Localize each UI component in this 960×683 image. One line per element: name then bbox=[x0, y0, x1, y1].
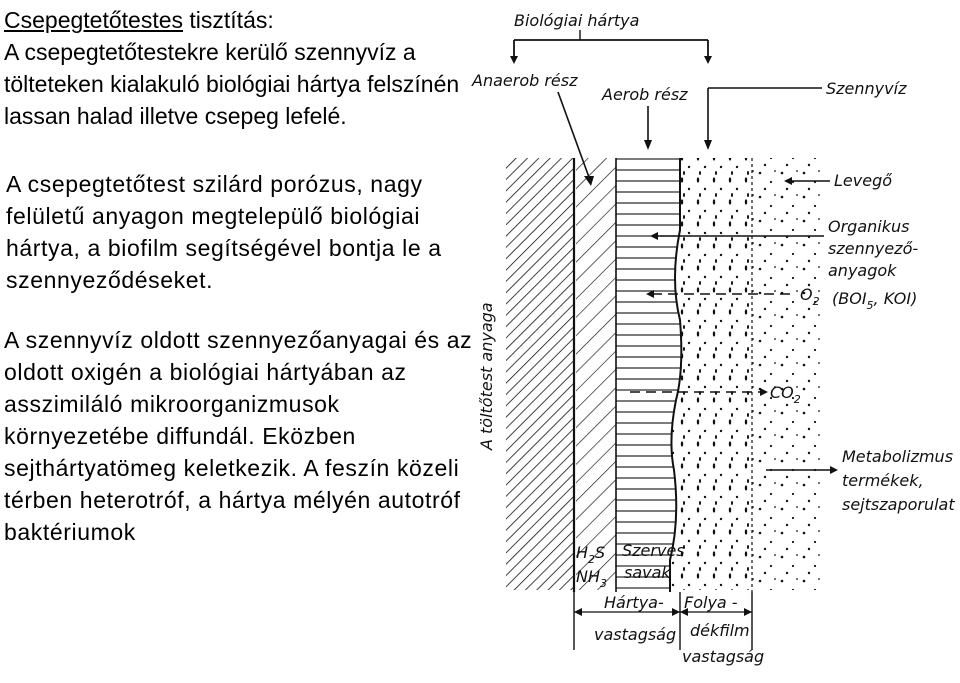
label-h2s: $H_2S$ bbox=[576, 543, 606, 566]
label-hartya-2: vastagság bbox=[594, 625, 677, 644]
label-organikus-3: anyagok bbox=[828, 261, 897, 280]
paragraph-3: A szennyvíz oldott szennyezőanyagai és az oldott oxigén a biológiai hártyában az asszimiláló mikroorganizmusok környezetébe diffundál. Eközben sejthártyatömeg keletkezik. A feszín közeli térben heterotróf, a hártya mélyén autotróf baktériumok bbox=[4, 327, 473, 545]
label-levego: Levegő bbox=[834, 171, 893, 190]
title-rest: tisztítás: bbox=[183, 7, 274, 33]
label-hartya-1: Hártya- bbox=[604, 593, 664, 612]
biofilm-diagram bbox=[470, 0, 960, 683]
label-metab-1: Metabolizmus bbox=[842, 447, 954, 466]
label-szerves-1: Szerves bbox=[622, 541, 685, 560]
label-toltotest: A töltőtest anyaga bbox=[477, 302, 496, 450]
label-szerves-2: savak bbox=[624, 563, 671, 582]
title-underlined: Csepegtetőtestes bbox=[4, 7, 184, 33]
label-folya-2: dékfilm bbox=[690, 621, 750, 640]
layer-aerobic bbox=[616, 158, 681, 590]
layer-liquid-film bbox=[670, 158, 752, 590]
layer-filter-medium bbox=[506, 158, 574, 590]
layer-air bbox=[752, 158, 822, 590]
description-text bbox=[4, 4, 474, 548]
label-aerob: Aerob rész bbox=[602, 85, 688, 104]
paragraph-1: A csepegtetőtestekre kerülő szennyvíz a tölteteken kialakuló biológiai hártya felszínén lassan halad illetve csepeg lefelé. bbox=[4, 39, 460, 129]
label-anaerob: Anaerob rész bbox=[472, 71, 578, 90]
label-organikus-2: szennyező- bbox=[828, 239, 919, 258]
label-biologiai-hartya: Biológiai hártya bbox=[514, 11, 640, 30]
label-nh3: $NH_3$ bbox=[576, 567, 607, 590]
label-metab-3: sejtszaporulat bbox=[842, 495, 955, 514]
label-folya-1: Folya - bbox=[684, 593, 738, 612]
layer-anaerobic bbox=[576, 158, 616, 590]
label-co2: $CO_2$ bbox=[770, 383, 801, 406]
paragraph-2: A csepegtetőtest szilárd porózus, nagy felületű anyagon megtelepülő biológiai hártya, a biofilm segítségével bontja le a szennyeződéseket. bbox=[6, 171, 442, 293]
label-o2: $O_2$ bbox=[800, 285, 820, 308]
label-folya-3: vastagság bbox=[682, 647, 765, 666]
label-szennyviz: Szennyvíz bbox=[826, 79, 907, 98]
label-bol-koi: ($BOI_5$, KOI) bbox=[832, 289, 918, 312]
section-title bbox=[4, 4, 474, 36]
label-metab-2: termékek, bbox=[842, 471, 924, 490]
label-organikus-1: Organikus bbox=[828, 217, 910, 236]
